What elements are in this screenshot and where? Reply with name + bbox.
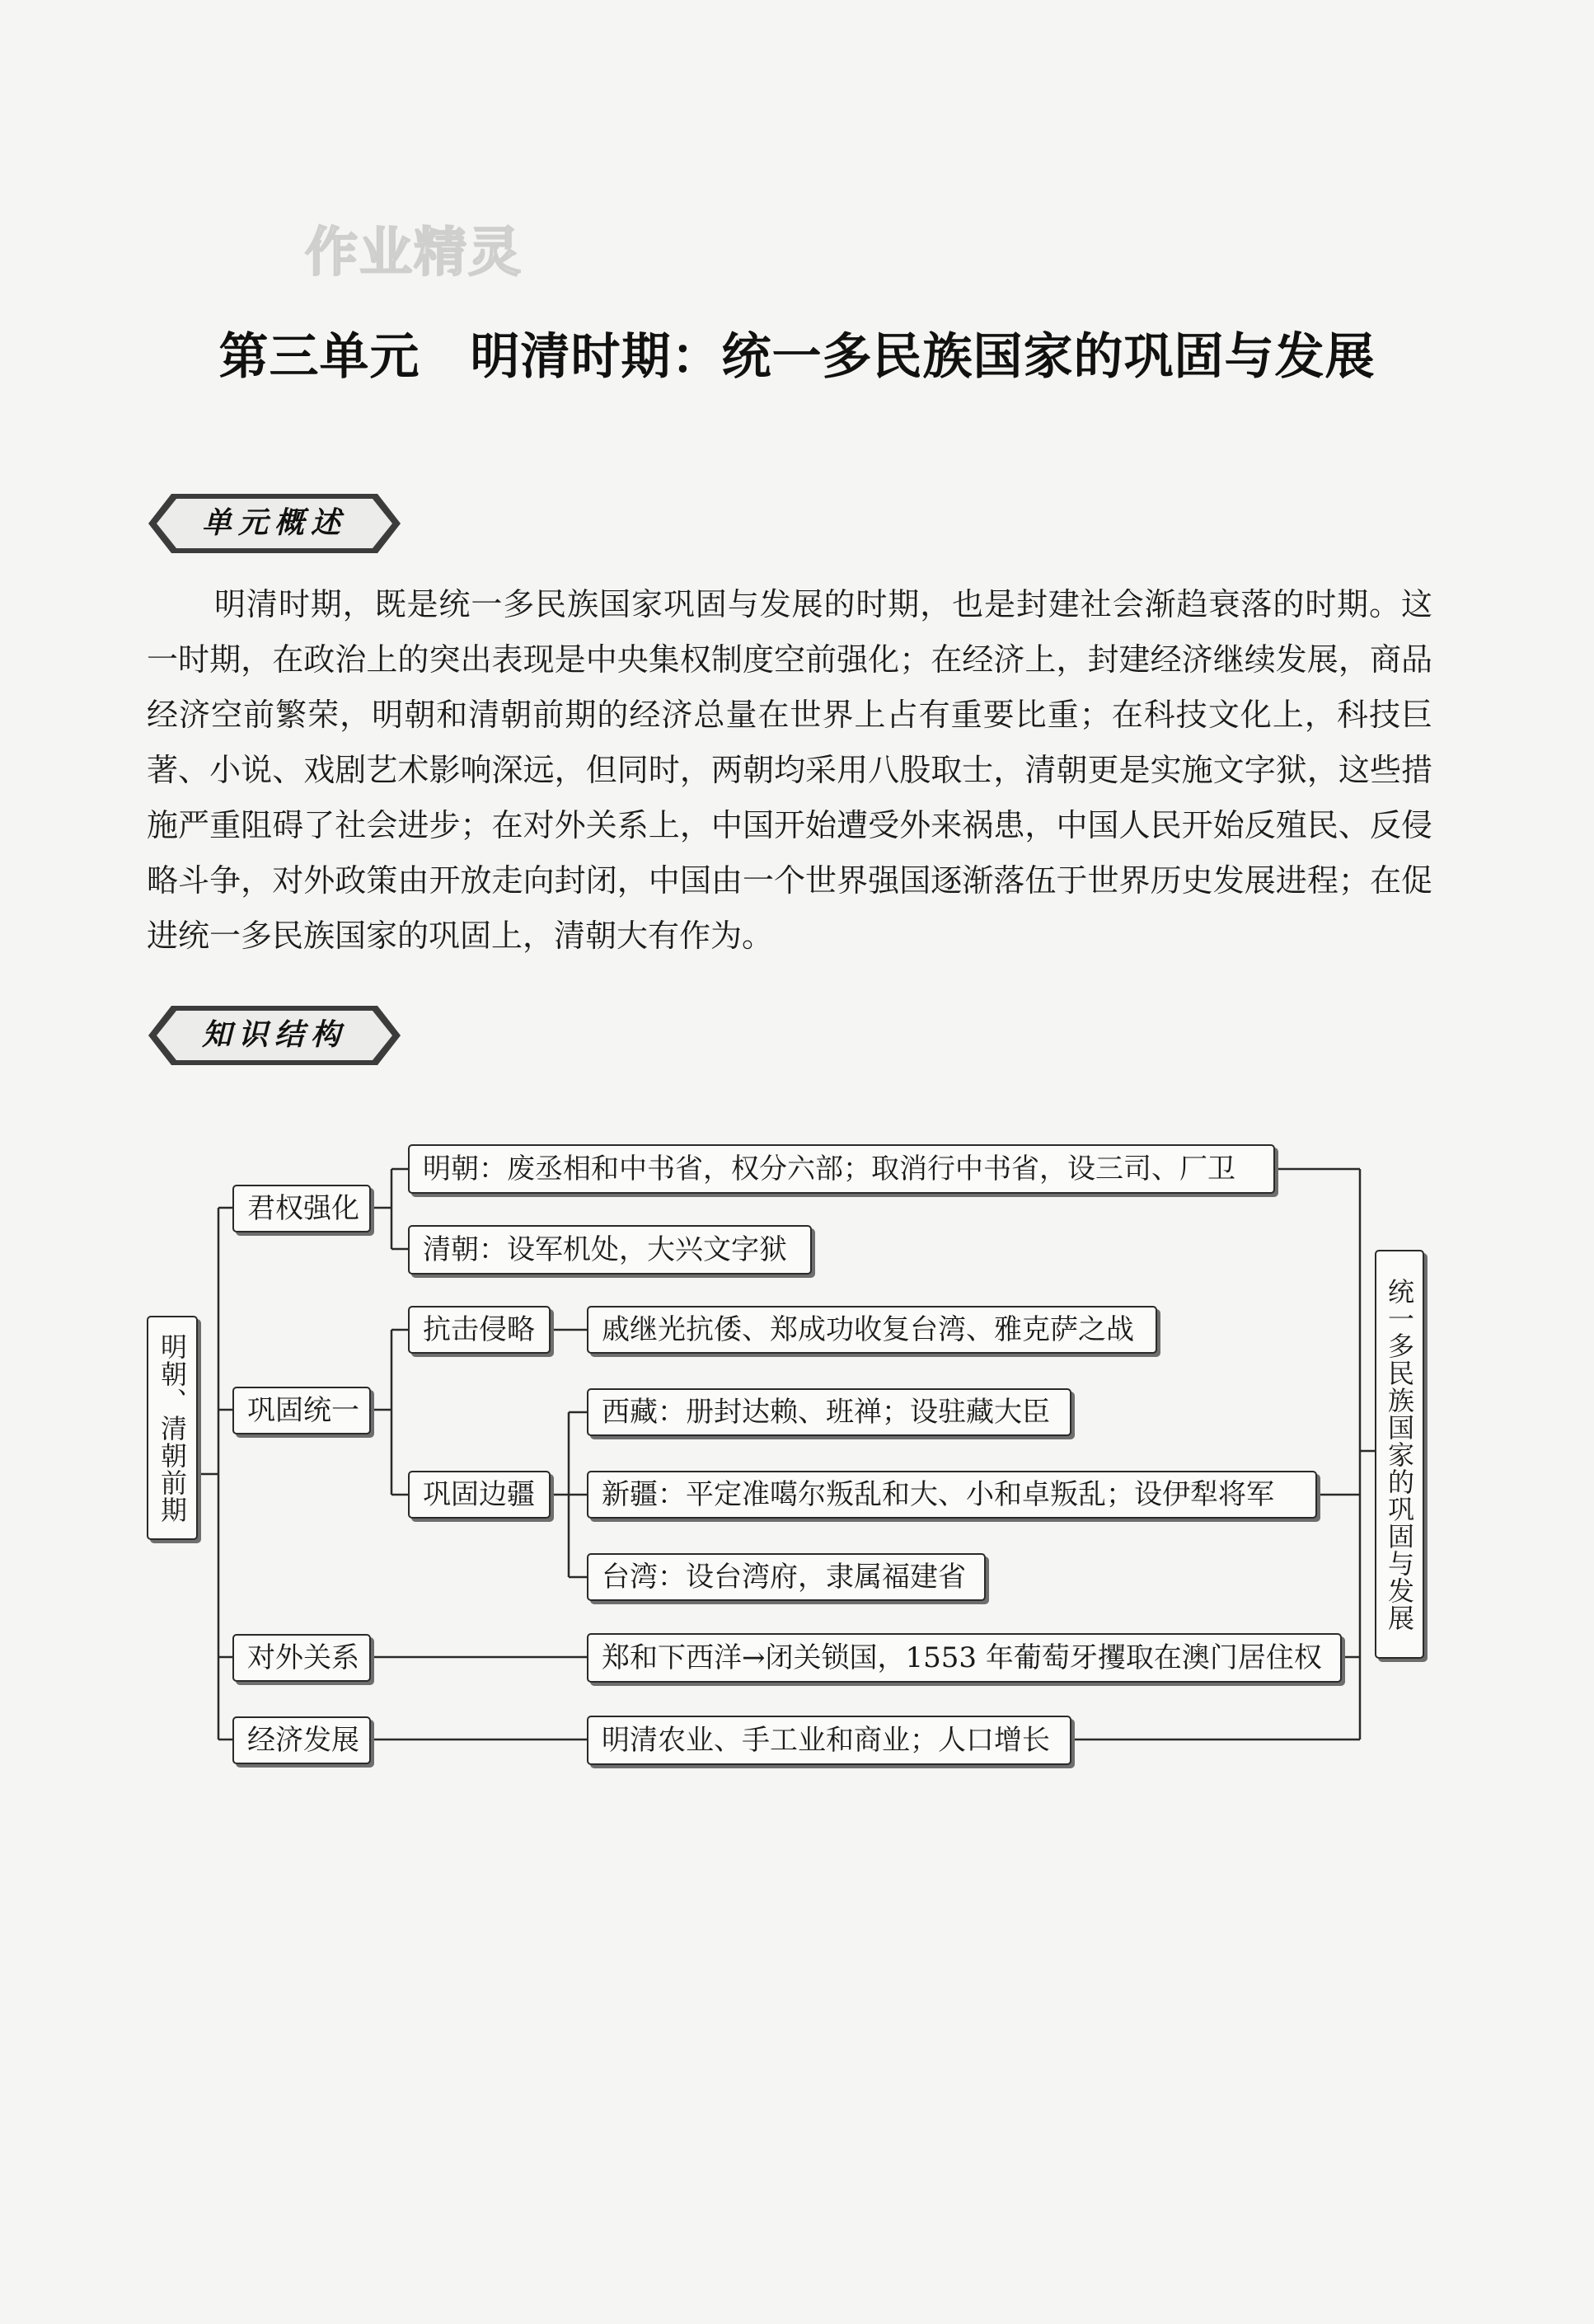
frontier-xinjiang-node: 新疆：平定准噶尔叛乱和大、小和卓叛乱；设伊犁将军 — [587, 1471, 1317, 1519]
overview-paragraph: 明清时期，既是统一多民族国家巩固与发展的时期，也是封建社会渐趋衰落的时期。这一时期，在政治上的突出表现是中央集权制度空前强化；在经济上，封建经济继续发展，商品经济空前繁荣，明朝和清朝前期的经济总量在世界上占有重要比重；在科技文化上，科技巨著、小说、戏剧艺术影响深远，但同时，两朝均采用八股取士，清朝更是实施文字狱，这些措施严重阻碍了社会进步；在对外关系上，中国开始遭受外来祸患，中国人民开始反殖民、反侵略斗争，对外政策由开放走向封闭，中国由一个世界强国逐渐落伍于世界历史发展进程；在促进统一多民族国家的巩固上，清朝大有作为。 — [147, 586, 1432, 954]
frontier-taiwan-node: 台湾：设台湾府，隶属福建省 — [587, 1553, 986, 1601]
root-right-node: 统一多民族国家的巩固与发展 — [1375, 1250, 1424, 1659]
branch-unity-node: 巩固统一 — [232, 1387, 371, 1434]
section-title-overview: 单元概述 — [201, 506, 347, 540]
branch-power-node: 君权强化 — [232, 1185, 371, 1232]
frontier-node: 巩固边疆 — [408, 1471, 551, 1519]
economy-detail-node: 明清农业、手工业和商业；人口增长 — [587, 1716, 1071, 1765]
power-qing-node: 清朝：设军机处，大兴文字狱 — [408, 1225, 812, 1275]
power-ming-node: 明朝：废丞相和中书省，权分六部；取消行中书省，设三司、厂卫 — [408, 1144, 1275, 1194]
watermark: 作业精灵 — [305, 223, 523, 284]
section-title-structure: 知识结构 — [201, 1018, 347, 1052]
resist-invasion-detail-node: 戚继光抗倭、郑成功收复台湾、雅克萨之战 — [587, 1306, 1157, 1354]
unit-title: 第三单元 明清时期：统一多民族国家的巩固与发展 — [218, 328, 1376, 386]
branch-economy-node: 经济发展 — [232, 1716, 371, 1764]
foreign-detail-node: 郑和下西洋→闭关锁国，1553 年葡萄牙攫取在澳门居住权 — [587, 1633, 1342, 1683]
frontier-tibet-node: 西藏：册封达赖、班禅；设驻藏大臣 — [587, 1388, 1071, 1436]
root-left-node: 明朝、清朝前期 — [147, 1316, 198, 1540]
branch-foreign-node: 对外关系 — [232, 1634, 371, 1682]
resist-invasion-node: 抗击侵略 — [408, 1306, 551, 1354]
